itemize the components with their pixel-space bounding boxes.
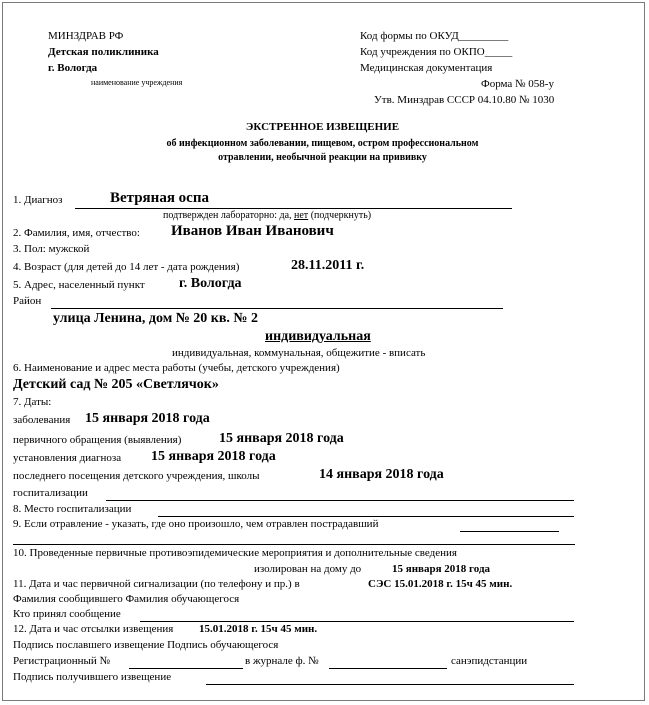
- diagnosis-value: Ветряная оспа: [110, 190, 209, 206]
- institution-name: Детская поликлиника: [48, 46, 159, 58]
- receiver-signature-line: [206, 684, 574, 685]
- receiver-label: Кто принял сообщение: [13, 608, 121, 620]
- housing-caption: индивидуальная, коммунальная, общежитие - вписать: [172, 347, 426, 359]
- last-visit-label: последнего посещения детского учреждения, школы: [13, 470, 260, 482]
- isolated-label: изолирован на дому до: [254, 563, 362, 575]
- housing-value: индивидуальная: [265, 329, 371, 344]
- poisoning-line-1: [460, 531, 559, 532]
- journal-label: в журнале ф. №: [245, 655, 319, 667]
- form-subtitle-2: отравлении, необычной реакции на прививку: [218, 152, 427, 163]
- street-value: улица Ленина, дом № 20 кв. № 2: [53, 311, 259, 326]
- illness-date-value: 15 января 2018 года: [85, 411, 210, 426]
- form-number: Форма № 058-у: [481, 78, 554, 90]
- receiver-signature-label: Подпись получившего извещение: [13, 671, 172, 683]
- signal-value: СЭС 15.01.2018 г. 15ч 45 мин.: [368, 578, 513, 590]
- institution-caption: наименование учреждения: [91, 78, 183, 87]
- isolated-value: 15 января 2018 года: [392, 563, 491, 575]
- workplace-value: Детский сад № 205 «Светлячок»: [13, 377, 219, 392]
- ministry-name: МИНЗДРАВ РФ: [48, 30, 124, 42]
- first-visit-value: 15 января 2018 года: [219, 431, 344, 446]
- age-label: 4. Возраст (для детей до 14 лет - дата рождения): [13, 261, 240, 273]
- poisoning-label: 9. Если отравление - указать, где оно произошло, чем отравлен пострадавший: [13, 518, 379, 530]
- form-subtitle-1: об инфекционном заболевании, пищевом, остром профессиональном: [166, 138, 479, 149]
- medical-doc-label: Медицинская документация: [360, 62, 493, 74]
- address-label: 5. Адрес, населенный пункт: [13, 279, 145, 291]
- patient-name-label: 2. Фамилия, имя, отчество:: [13, 227, 140, 239]
- patient-sex: 3. Пол: мужской: [13, 243, 90, 255]
- sanepid-label: санэпидстанции: [451, 655, 528, 667]
- approval-note: Утв. Минздрав СССР 04.10.80 № 1030: [374, 94, 555, 106]
- sent-value: 15.01.2018 г. 15ч 45 мин.: [199, 623, 318, 635]
- sent-label: 12. Дата и час отсылки извещения: [13, 623, 174, 635]
- journal-line: [329, 668, 447, 669]
- poisoning-line-2: [13, 544, 575, 545]
- district-label: Район: [13, 295, 42, 307]
- okpo-code: Код учреждения по ОКПО_____: [360, 46, 513, 58]
- hospital-place-line: [158, 516, 574, 517]
- sender-signature: Подпись пославшего извещение Подпись обучающегося: [13, 639, 279, 651]
- emergency-notice-form: [2, 2, 645, 701]
- first-visit-label: первичного обращения (выявления): [13, 434, 182, 446]
- patient-name-value: Иванов Иван Иванович: [171, 223, 334, 239]
- birth-date-value: 28.11.2011 г.: [291, 258, 365, 273]
- diagnosis-date-label: установления диагноза: [13, 452, 122, 464]
- lab-confirmed-no: нет: [294, 210, 309, 221]
- last-visit-value: 14 января 2018 года: [319, 467, 444, 482]
- registration-number-label: Регистрационный №: [13, 655, 111, 667]
- district-line: [51, 308, 503, 309]
- measures-label: 10. Проведенные первичные противоэпидемические мероприятия и дополнительные сведения: [13, 547, 457, 559]
- diagnosis-date-value: 15 января 2018 года: [151, 449, 276, 464]
- address-city-value: г. Вологда: [179, 276, 242, 291]
- dates-label: 7. Даты:: [13, 396, 52, 408]
- diagnosis-label: 1. Диагноз: [13, 194, 63, 206]
- workplace-label: 6. Наименование и адрес места работы (учебы, детского учреждения): [13, 362, 340, 374]
- signal-label: 11. Дата и час первичной сигнализации (по телефону и пр.) в: [13, 578, 300, 590]
- diagnosis-line: [75, 208, 512, 209]
- institution-city: г. Вологда: [48, 62, 98, 74]
- okud-code: Код формы по ОКУД_________: [360, 30, 509, 42]
- hospital-place-label: 8. Место госпитализации: [13, 503, 132, 515]
- form-title: ЭКСТРЕННОЕ ИЗВЕЩЕНИЕ: [245, 121, 400, 133]
- reporter-name: Фамилия сообщившего Фамилия обучающегося: [13, 593, 240, 605]
- receiver-line: [140, 621, 574, 622]
- hospitalization-date-line: [106, 500, 574, 501]
- registration-number-line: [129, 668, 243, 669]
- illness-date-label: заболевания: [13, 414, 71, 426]
- hospitalization-date-label: госпитализации: [13, 487, 88, 499]
- lab-confirmed-caption: подтвержден лабораторно: да, нет (подчеркнуть): [163, 210, 372, 221]
